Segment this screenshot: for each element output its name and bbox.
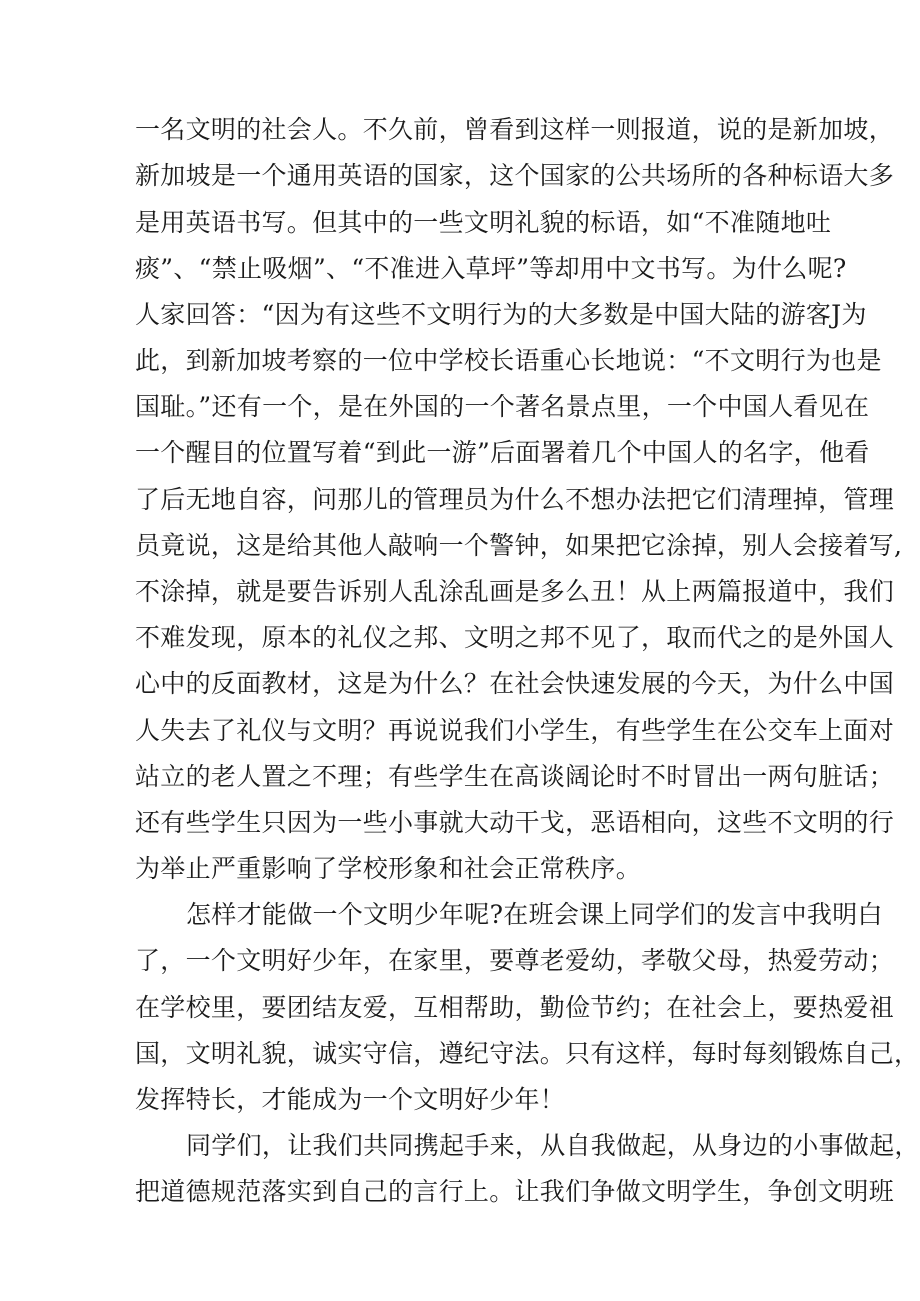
text-line: 站立的老人置之不理；有些学生在高谈阔论时不时冒出一两句脏话； [135, 762, 895, 791]
text-line: 人失去了礼仪与文明？再说说我们小学生，有些学生在公交车上面对 [135, 716, 895, 745]
text-line: 新加坡是一个通用英语的国家，这个国家的公共场所的各种标语大多 [135, 161, 895, 190]
text-line-paragraph-end: 发挥特长，才能成为一个文明好少年！ [135, 1085, 566, 1114]
text-line: 员竟说，这是给其他人敲响一个警钟，如果把它涂掉，别人会接着写, [135, 531, 903, 560]
text-line: 国耻。”还有一个，是在外国的一个著名景点里，一个中国人看见在 [135, 392, 870, 421]
text-line: 国，文明礼貌，诚实守信，遵纪守法。只有这样，每时每刻锻炼自己， [135, 1039, 920, 1068]
text-line: 在学校里，要团结友爱，互相帮助，勤俭节约；在社会上，要热爱祖 [135, 993, 895, 1022]
text-line: 一个醒目的位置写着“到此一游”后面署着几个中国人的名字，他看 [135, 438, 870, 467]
text-line: 了后无地自容，问那儿的管理员为什么不想办法把它们清理掉，管理 [135, 485, 895, 514]
text-line: 此，到新加坡考察的一位中学校长语重心长地说：“不文明行为也是 [135, 346, 882, 375]
text-line: 是用英语书写。但其中的一些文明礼貌的标语，如“不准随地吐 [135, 208, 832, 237]
text-line: 人家回答：“因为有这些不文明行为的大多数是中国大陆的游客J为 [135, 300, 867, 329]
text-line: 痰”、“禁止吸烟”、“不准进入草坪”等却用中文书写。为什么呢? [135, 254, 847, 283]
text-line-paragraph-start: 同学们，让我们共同携起手来，从自我做起，从身边的小事做起， [186, 1131, 920, 1160]
text-line: 把道德规范落实到自己的言行上。让我们争做文明学生，争创文明班 [135, 1177, 895, 1206]
text-line: 一名文明的社会人。不久前，曾看到这样一则报道，说的是新加坡， [135, 115, 895, 144]
text-line-paragraph-end: 为举止严重影响了学校形象和社会正常秩序。 [135, 854, 642, 883]
text-line: 心中的反面教材，这是为什么？在社会快速发展的今天，为什么中国 [135, 669, 895, 698]
text-line: 了，一个文明好少年，在家里，要尊老爱幼，孝敬父母，热爱劳动； [135, 946, 895, 975]
text-line: 不难发现，原本的礼仪之邦、文明之邦不见了，取而代之的是外国人 [135, 623, 895, 652]
text-line: 不涂掉，就是要告诉别人乱涂乱画是多么丑！从上两篇报道中，我们 [135, 577, 895, 606]
text-line: 还有些学生只因为一些小事就大动干戈，恶语相向，这些不文明的行 [135, 808, 895, 837]
text-line-paragraph-start: 怎样才能做一个文明少年呢?在班会课上同学们的发言中我明白 [186, 900, 883, 929]
